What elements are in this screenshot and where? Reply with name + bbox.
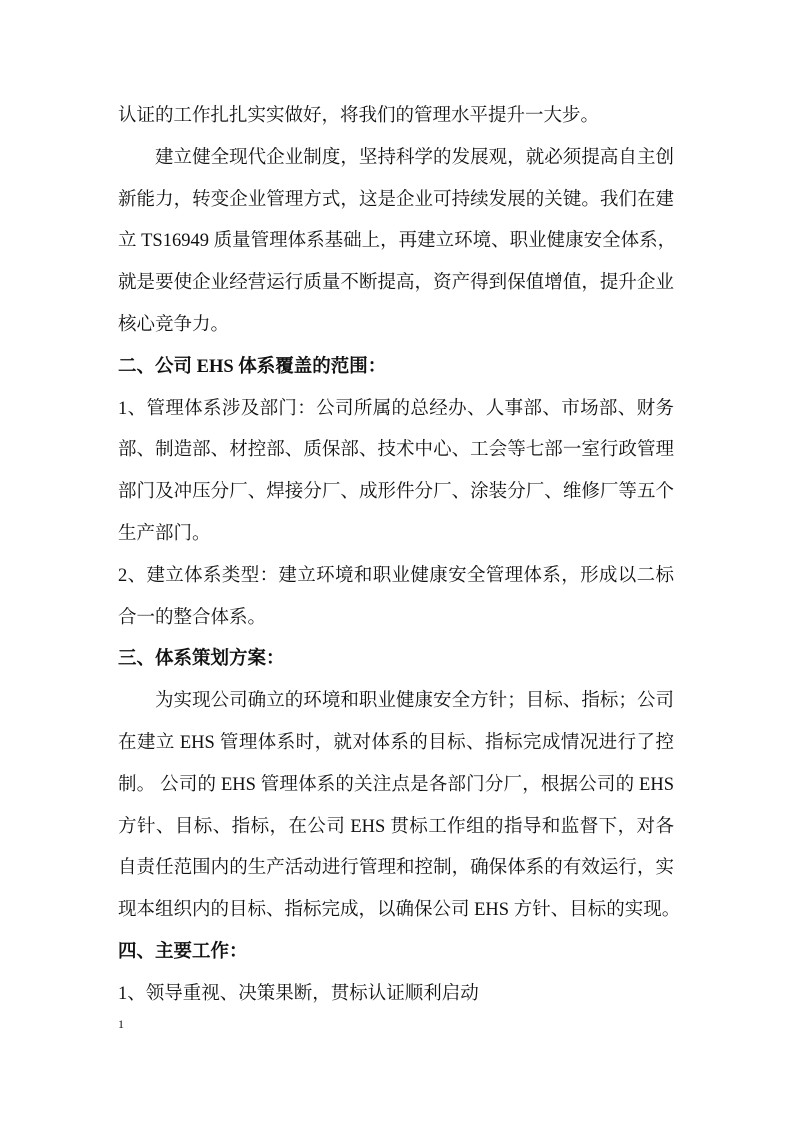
text-line: 2、建立体系类型：建立环境和职业健康安全管理体系，形成以二标 bbox=[118, 565, 674, 586]
text-line: 新能力，转变企业管理方式，这是企业可持续发展的关键。我们在建 bbox=[118, 189, 674, 210]
section-heading: 二、公司 EHS 体系覆盖的范围： bbox=[118, 356, 387, 377]
text-line: 合一的整合体系。 bbox=[118, 607, 267, 628]
document-body bbox=[118, 96, 681, 1016]
text-line: 1、管理体系涉及部门：公司所属的总经办、人事部、市场部、财务 bbox=[118, 398, 674, 419]
text-line: 就是要使企业经营运行质量不断提高，资产得到保值增值，提升企业 bbox=[118, 273, 674, 294]
text-line: 为实现公司确立的环境和职业健康安全方针；目标、指标；公司 bbox=[155, 691, 674, 712]
text-line: 核心竞争力。 bbox=[118, 314, 230, 335]
text-line: 1、领导重视、决策果断，贯标认证顺利启动 bbox=[118, 983, 479, 1004]
text-line: 自责任范围内的生产活动进行管理和控制，确保体系的有效运行，实 bbox=[118, 858, 674, 879]
text-line: 现本组织内的目标、指标完成，以确保公司 EHS 方针、目标的实现。 bbox=[118, 900, 681, 921]
text-line: 制。 公司的 EHS 管理体系的关注点是各部门分厂，根据公司的 EHS bbox=[118, 774, 674, 795]
section-heading: 四、主要工作： bbox=[118, 941, 248, 962]
section-heading: 三、体系策划方案： bbox=[118, 649, 285, 670]
text-line: 认证的工作扎扎实实做好，将我们的管理水平提升一大步。 bbox=[118, 106, 600, 126]
text-line: 立 TS16949 质量管理体系基础上，再建立环境、职业健康安全体系， bbox=[118, 231, 677, 252]
text-line: 在建立 EHS 管理体系时，就对体系的目标、指标完成情况进行了控 bbox=[118, 732, 674, 753]
text-line: 部门及冲压分厂、焊接分厂、成形件分厂、涂装分厂、维修厂等五个 bbox=[118, 482, 674, 503]
text-line: 方针、目标、指标，在公司 EHS 贯标工作组的指导和监督下，对各 bbox=[118, 816, 674, 837]
text-line: 部、制造部、材控部、质保部、技术中心、工会等七部一室行政管理 bbox=[118, 440, 674, 461]
text-line: 生产部门。 bbox=[118, 523, 211, 544]
page-number: 1 bbox=[118, 1017, 124, 1031]
text-line: 建立健全现代企业制度，坚持科学的发展观，就必须提高自主创 bbox=[155, 147, 674, 168]
